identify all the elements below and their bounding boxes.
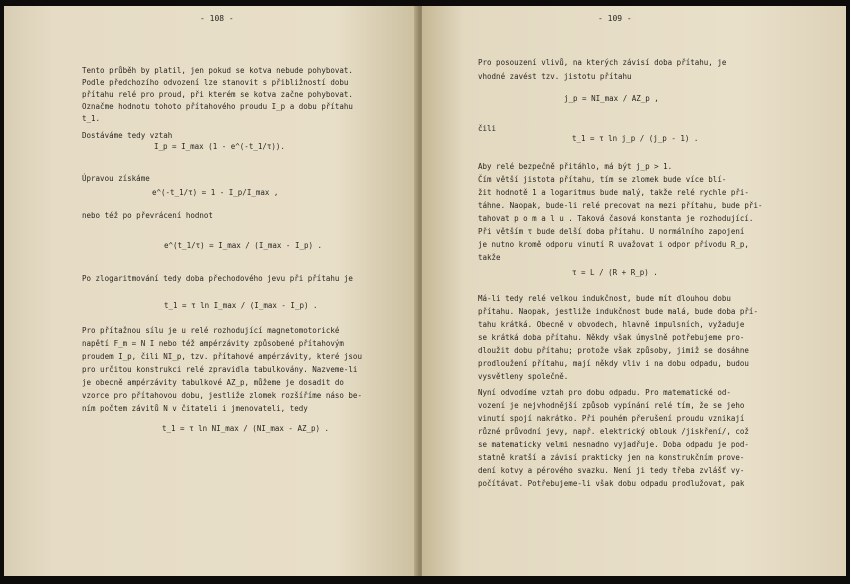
text-line: takže <box>478 253 501 262</box>
text-line: vzorce pro přítahovou dobu, jestliže zlomek rozšíříme náso be- <box>82 391 362 400</box>
text-line: vození je nejvhodnější způsob vypínání relé tím, že se jeho <box>478 401 745 410</box>
text-line: Tento průběh by platil, jen pokud se kotva nebude pohybovat. <box>82 66 353 75</box>
equation: t_1 = τ ln j_p / (j_p - 1) . <box>572 134 699 143</box>
text-line: statně kratší a závisí prakticky jen na konstrukčním prove- <box>478 453 745 462</box>
text-line: čili <box>478 124 497 133</box>
text-line: Nyní odvodíme vztah pro dobu odpadu. Pro matematické od- <box>478 388 731 397</box>
page-number: - 108 - <box>200 14 234 23</box>
text-line: vhodné zavést tzv. jistotu přítahu <box>478 72 632 81</box>
text-line: Po zlogaritmování tedy doba přechodového jevu při přítahu je <box>82 274 353 283</box>
text-line: přítahu. Naopak, jestliže indukčnost bude malá, bude doba pří- <box>478 307 758 316</box>
left-page <box>4 6 418 576</box>
equation: t_1 = τ ln NI_max / (NI_max - AZ_p) . <box>162 424 330 433</box>
page-number: - 109 - <box>598 14 632 23</box>
text-line: žit hodnotě 1 a logaritmus bude malý, takže relé rychle při- <box>478 188 749 197</box>
text-line: Pro posouzení vlivů, na kterých závisí doba přítahu, je <box>478 58 727 67</box>
text-line: táhne. Naopak, bude-li relé precovat na mezi přítahu, bude při- <box>478 201 763 210</box>
equation: j_p = NI_max / AZ_p , <box>564 94 659 103</box>
equation: τ = L / (R + R_p) . <box>572 268 658 277</box>
equation: e^(t_1/τ) = I_max / (I_max - I_p) . <box>164 241 323 250</box>
text-line: ním počtem závitů N v čitateli i jmenovateli, tedy <box>82 404 308 413</box>
equation: I_p = I_max (1 - e^(-t_1/τ)). <box>154 142 285 151</box>
text-line: Pro přítažnou sílu je u relé rozhodující magnetomotorické <box>82 326 340 335</box>
text-line: je obecně ampérzávity tabulkové AZ_p, můžeme je dosadit do <box>82 378 344 387</box>
text-line: dloužit dobu přítahu; protože však způsoby, jimiž se dosáhne <box>478 346 749 355</box>
text-line: se matematicky velmi nesnadno vyjadřuje. Doba odpadu je pod- <box>478 440 749 449</box>
text-line: vinutí spojí nakrátko. Při pouhém přerušení proudu vznikají <box>478 414 745 423</box>
open-book <box>4 6 846 576</box>
text-line: dení kotvy a pérového svazku. Není ji tedy třeba zvlášť vy- <box>478 466 745 475</box>
equation: t_1 = τ ln I_max / (I_max - I_p) . <box>164 301 318 310</box>
text-line: počítávat. Potřebujeme-li však dobu odpadu prodlužovat, pak <box>478 479 745 488</box>
text-line: tahu krátká. Obecně v obvodech, hlavně impulsních, vyžaduje <box>478 320 745 329</box>
text-line: Označme hodnotu tohoto přítahového proudu I_p a dobu přítahu <box>82 102 353 111</box>
text-line: Podle předchozího odvození lze stanovit s přibližností dobu <box>82 78 349 87</box>
text-line: různé průvodní jevy, např. elektrický oblouk /jiskření/, což <box>478 427 749 436</box>
text-line: Dostáváme tedy vztah <box>82 131 173 140</box>
text-line: Úpravou získáme <box>82 174 150 183</box>
text-line: prodloužení přítahu, mají někdy vliv i na dobu odpadu, budou <box>478 359 749 368</box>
text-line: přítahu relé pro proud, při kterém se kotva začne pohybovat. <box>82 90 353 99</box>
text-line: nebo též po převrácení hodnot <box>82 211 213 220</box>
text-line: Čím větší jistota přítahu, tím se zlomek bude více blí- <box>478 175 727 184</box>
text-line: Má-li tedy relé velkou indukčnost, bude mít dlouhou dobu <box>478 294 731 303</box>
text-line: t_1. <box>82 114 101 123</box>
text-line: tahovat p o m a l u . Taková časová konstanta je rozhodující. <box>478 214 754 223</box>
text-line: napětí F_m = N I nebo též ampérzávity způsobené přítahovým <box>82 339 344 348</box>
text-line: Při větším τ bude delší doba přítahu. U normálního zapojení <box>478 227 745 236</box>
equation: e^(-t_1/τ) = 1 - I_p/I_max , <box>152 188 279 197</box>
text-line: pro určitou konstrukci relé zpravidla tabulkovány. Nazveme-li <box>82 365 358 374</box>
text-line: Aby relé bezpečně přitáhlo, má být j_p > 1. <box>478 162 673 171</box>
text-line: proudem I_p, čili NI_p, tzv. přítahové ampérzávity, které jsou <box>82 352 362 361</box>
text-line: se krátká doba přítahu. Někdy však úmyslně potřebujeme pro- <box>478 333 745 342</box>
text-line: vysvětleny společně. <box>478 372 569 381</box>
right-page <box>422 6 846 576</box>
text-line: je nutno kromě odporu vinutí R uvažovat i odpor přívodu R_p, <box>478 240 749 249</box>
